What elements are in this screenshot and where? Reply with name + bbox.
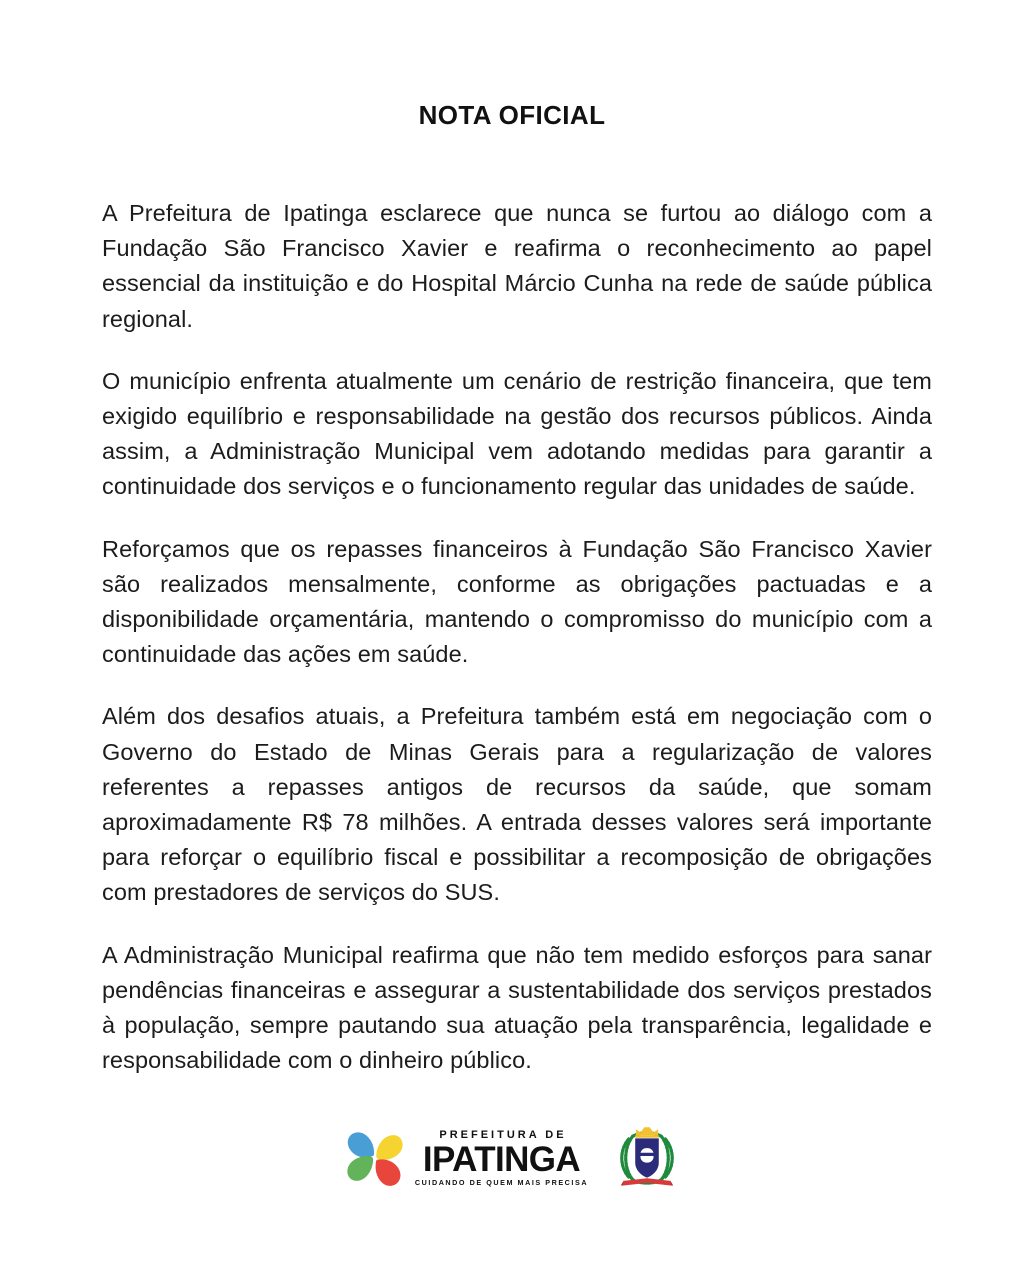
coat-of-arms-icon: [614, 1122, 680, 1194]
ipatinga-wordmark: [415, 1130, 588, 1186]
wordmark-ipatinga-line: IPATINGA: [422, 1139, 581, 1179]
document-body: [102, 196, 932, 1078]
paragraph: A Administração Municipal reafirma que não tem medido esforços para sanar pendências financeiras e assegurar a sustentabilidade dos serviços prestados à população, sempre pautando sua atuação pela transparência, legalidade e responsabilidade com o dinheiro público.: [102, 941, 932, 1074]
page-title: NOTA OFICIAL: [418, 100, 606, 130]
pinwheel-flower-icon: [344, 1127, 406, 1189]
footer-logo-bar: [0, 1122, 1024, 1194]
crown-shape: [635, 1127, 659, 1137]
paragraph: Além dos desafios atuais, a Prefeitura também está em negociação com o Governo do Estado de Minas Gerais para a regularização de valores referentes a repasses antigos de recursos da saúde, que somam aproximadamente R$ 78 milhões. A entrada desses valores será importante para reforçar o equilíbrio fiscal e possibilitar a recomposição de obrigações com prestadores de serviços do SUS.: [102, 703, 932, 906]
wordmark-prefeitura-line: PREFEITURA DE: [439, 1128, 567, 1141]
wordmark-tagline: CUIDANDO DE QUEM MAIS PRECISA: [414, 1178, 589, 1188]
prefeitura-ipatinga-logo: [344, 1127, 588, 1189]
paragraph: O município enfrenta atualmente um cenário de restrição financeira, que tem exigido equilíbrio e responsabilidade na gestão dos recursos públicos. Ainda assim, a Administração Municipal vem adotando medidas para garantir a continuidade dos serviços e o funcionamento regular das unidades de saúde.: [102, 367, 932, 500]
paragraph: Reforçamos que os repasses financeiros à Fundação São Francisco Xavier são realizados mensalmente, conforme as obrigações pactuadas e a disponibilidade orçamentária, mantendo o compromisso do município com a continuidade das ações em saúde.: [102, 535, 932, 668]
paragraph: A Prefeitura de Ipatinga esclarece que nunca se furtou ao diálogo com a Fundação São Francisco Xavier e reafirma o reconhecimento ao papel essencial da instituição e do Hospital Márcio Cunha na rede de saúde pública regional.: [102, 200, 932, 332]
